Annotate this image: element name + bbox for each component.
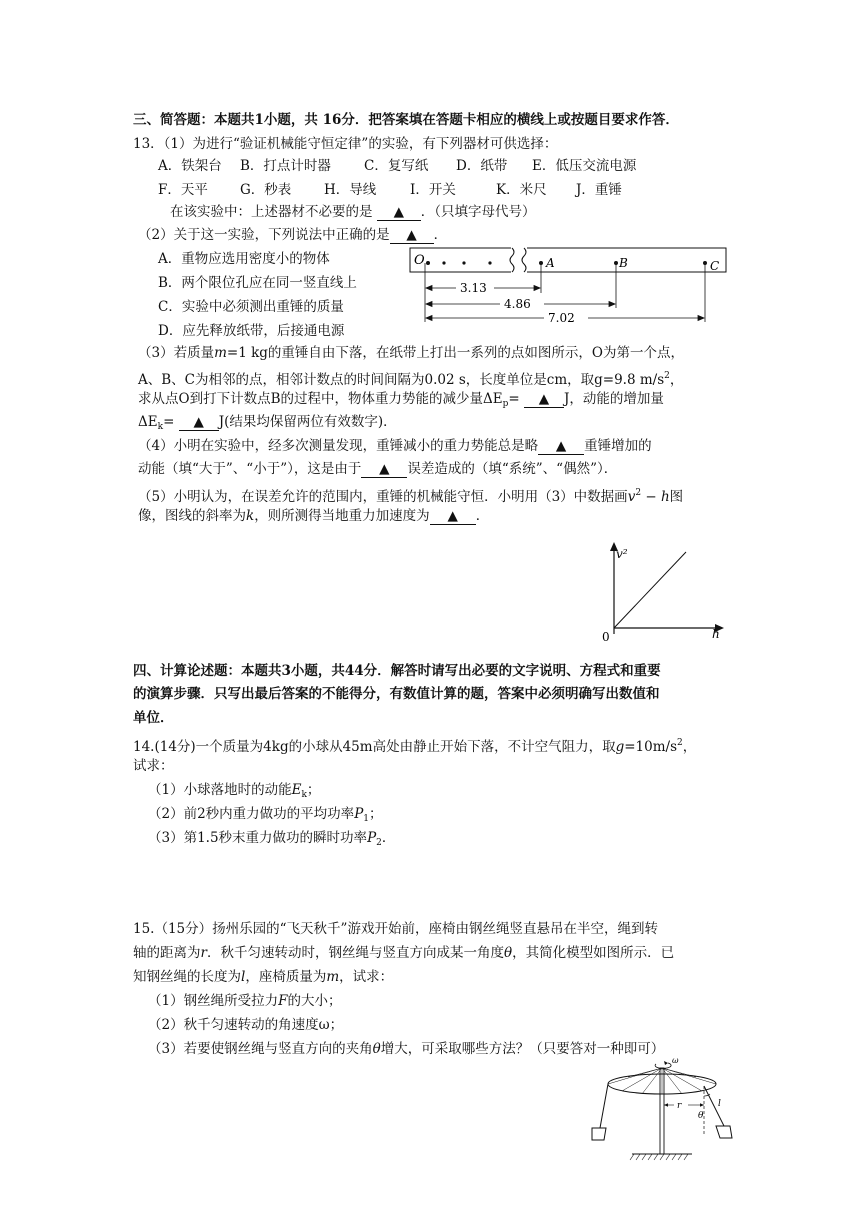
- dist-oc: 7.02: [548, 311, 575, 325]
- tape-dot: [462, 261, 465, 264]
- left-seat: [592, 1128, 606, 1140]
- label-o: O: [414, 253, 425, 268]
- q13-option-d: D．应先释放纸带，后接通电源: [158, 323, 345, 339]
- item-d: D．纸带: [456, 158, 508, 174]
- answer-blank[interactable]: ▲: [524, 391, 564, 408]
- answer-blank[interactable]: ▲: [430, 508, 476, 525]
- q13-part4-line1: （4）小明在实验中，经多次测量发现，重锤减小的重力势能总是略 ▲ 重锤增加的: [138, 438, 652, 454]
- item-j: J．重锤: [576, 182, 622, 198]
- section4-heading-line2: 的演算步骤．只写出最后答案的不能得分，有数值计算的题，答案中必须明确写出数值和: [133, 686, 660, 702]
- item-f: F．天平: [158, 182, 208, 198]
- item-h: H．导线: [324, 182, 377, 198]
- q15-part3: （3）若要使钢丝绳与竖直方向的夹角θ增大，可采取哪些方法？（只要答对一种即可）: [148, 1041, 665, 1057]
- q15-line1: 15.（15分）扬州乐园的“飞天秋千”游戏开始前，座椅由钢丝绳竖直悬吊在半空，绳到转: [133, 921, 658, 937]
- dist-ob: 4.86: [504, 297, 531, 311]
- answer-blank[interactable]: ▲: [179, 414, 219, 431]
- left-cable: [600, 1084, 608, 1128]
- q15-part1: （1）钢丝绳所受拉力F的大小；: [148, 993, 342, 1009]
- label-c: C: [710, 259, 720, 273]
- tape-dot: [488, 261, 491, 264]
- q13-part2-stem: （2）关于这一实验，下列说法中正确的是 ▲ ．: [138, 227, 448, 243]
- origin-label: 0: [602, 630, 610, 644]
- item-a: A．铁架台: [158, 158, 222, 174]
- theta-label: θ: [698, 1111, 704, 1121]
- answer-blank[interactable]: ▲: [361, 461, 407, 478]
- q14-line1: 14.(14分)一个质量为4kg的小球从45m高处由静止开始下落，不计空气阻力，取$g=10m/s^2$，: [133, 738, 697, 755]
- y-axis-label: v²: [616, 547, 628, 561]
- answer-blank[interactable]: ▲: [538, 438, 584, 455]
- v2-h-graph: [596, 538, 732, 644]
- graph-line: [614, 552, 686, 628]
- q13-part3-line3: 求从点O到打下计数点B的过程中，物体重力势能的减少量$\Delta E_p=$ ▲ J，动能的增加量: [138, 391, 664, 409]
- item-i: I．开关: [410, 182, 456, 198]
- tape-dot-o: [426, 261, 430, 265]
- q13-part3-line1: （3）若质量m=1 kg的重锤自由下落，在纸带上打出一系列的点如图所示，O为第一个点，: [138, 345, 684, 361]
- l-label: l: [718, 1099, 721, 1109]
- tape-dot: [442, 261, 445, 264]
- label-b: B: [619, 256, 628, 270]
- q13-part5-line2: 像，图线的斜率为k，则所测得当地重力加速度为 ▲ ．: [138, 508, 490, 524]
- flying-swing-figure: [588, 1056, 738, 1166]
- section3-heading: 三、简答题：本题共1小题，共 16分．把答案填在答题卡相应的横线上或按题目要求作答．: [133, 112, 679, 128]
- paper-tape-figure: [408, 246, 730, 328]
- q13-part3-line2: A、B、C为相邻的点，相邻计数点的时间间隔为0.02 s，长度单位是cm，取g=9.8 $m/s^2$，: [138, 371, 684, 388]
- q14-part3: （3）第1.5秒末重力做功的瞬时功率$P_2$．: [148, 830, 396, 848]
- q13-stem: 13．（1）为进行“验证机械能守恒定律”的实验，有下列器材可供选择：: [133, 136, 558, 152]
- q15-part2: （2）秋千匀速转动的角速度ω；: [148, 1017, 344, 1033]
- x-axis-label: h: [712, 627, 720, 641]
- item-b: B．打点计时器: [240, 158, 331, 174]
- q14-part2: （2）前2秒内重力做功的平均功率$P_1$；: [148, 806, 383, 824]
- q13-part3-line4: $\Delta E_k=$ ▲ J(结果均保留两位有效数字)．: [138, 414, 397, 432]
- q13-option-c: C．实验中必须测出重锤的质量: [158, 299, 344, 315]
- item-k: K．米尺: [496, 182, 547, 198]
- right-cable: [704, 1086, 724, 1126]
- q14-part1: （1）小球落地时的动能$E_k$；: [148, 782, 321, 800]
- answer-blank[interactable]: ▲: [390, 227, 434, 244]
- label-a: A: [546, 256, 555, 270]
- item-c: C．复写纸: [364, 158, 429, 174]
- item-e: E．低压交流电源: [532, 158, 637, 174]
- q13-part1: 在该实验中：上述器材不必要的是 ▲ ．（只填字母代号）: [170, 204, 536, 220]
- section4-heading-line3: 单位．: [133, 710, 174, 726]
- q13-option-a: A．重物应选用密度小的物体: [158, 251, 330, 267]
- q13-part4-line2: 动能（填“大于”、“小于”），这是由于 ▲ 误差造成的（填“系统”、“偶然”）．: [138, 461, 618, 477]
- answer-blank[interactable]: ▲: [377, 204, 421, 221]
- section4-heading-line1: 四、计算论述题：本题共3小题，共44分．解答时请写出必要的文字说明、方程式和重要: [133, 663, 661, 679]
- dist-oa: 3.13: [460, 281, 487, 295]
- omega-label: ω: [672, 1056, 679, 1065]
- q15-line2: 轴的距离为r．秋千匀速转动时，钢丝绳与竖直方向成某一角度θ，其简化模型如图所示．已: [133, 945, 675, 961]
- q13-option-b: B．两个限位孔应在同一竖直线上: [158, 275, 357, 291]
- q14-line2: 试求：: [133, 758, 174, 774]
- right-seat: [716, 1126, 732, 1138]
- q13-part5-line1: （5）小明认为，在误差允许的范围内，重锤的机械能守恒．小明用（3）中数据画$v^2 - h$图: [138, 488, 684, 505]
- item-g: G．秒表: [240, 182, 292, 198]
- r-label: r: [677, 1101, 682, 1111]
- q15-line3: 知钢丝绳的长度为l，座椅质量为m，试求：: [133, 969, 394, 985]
